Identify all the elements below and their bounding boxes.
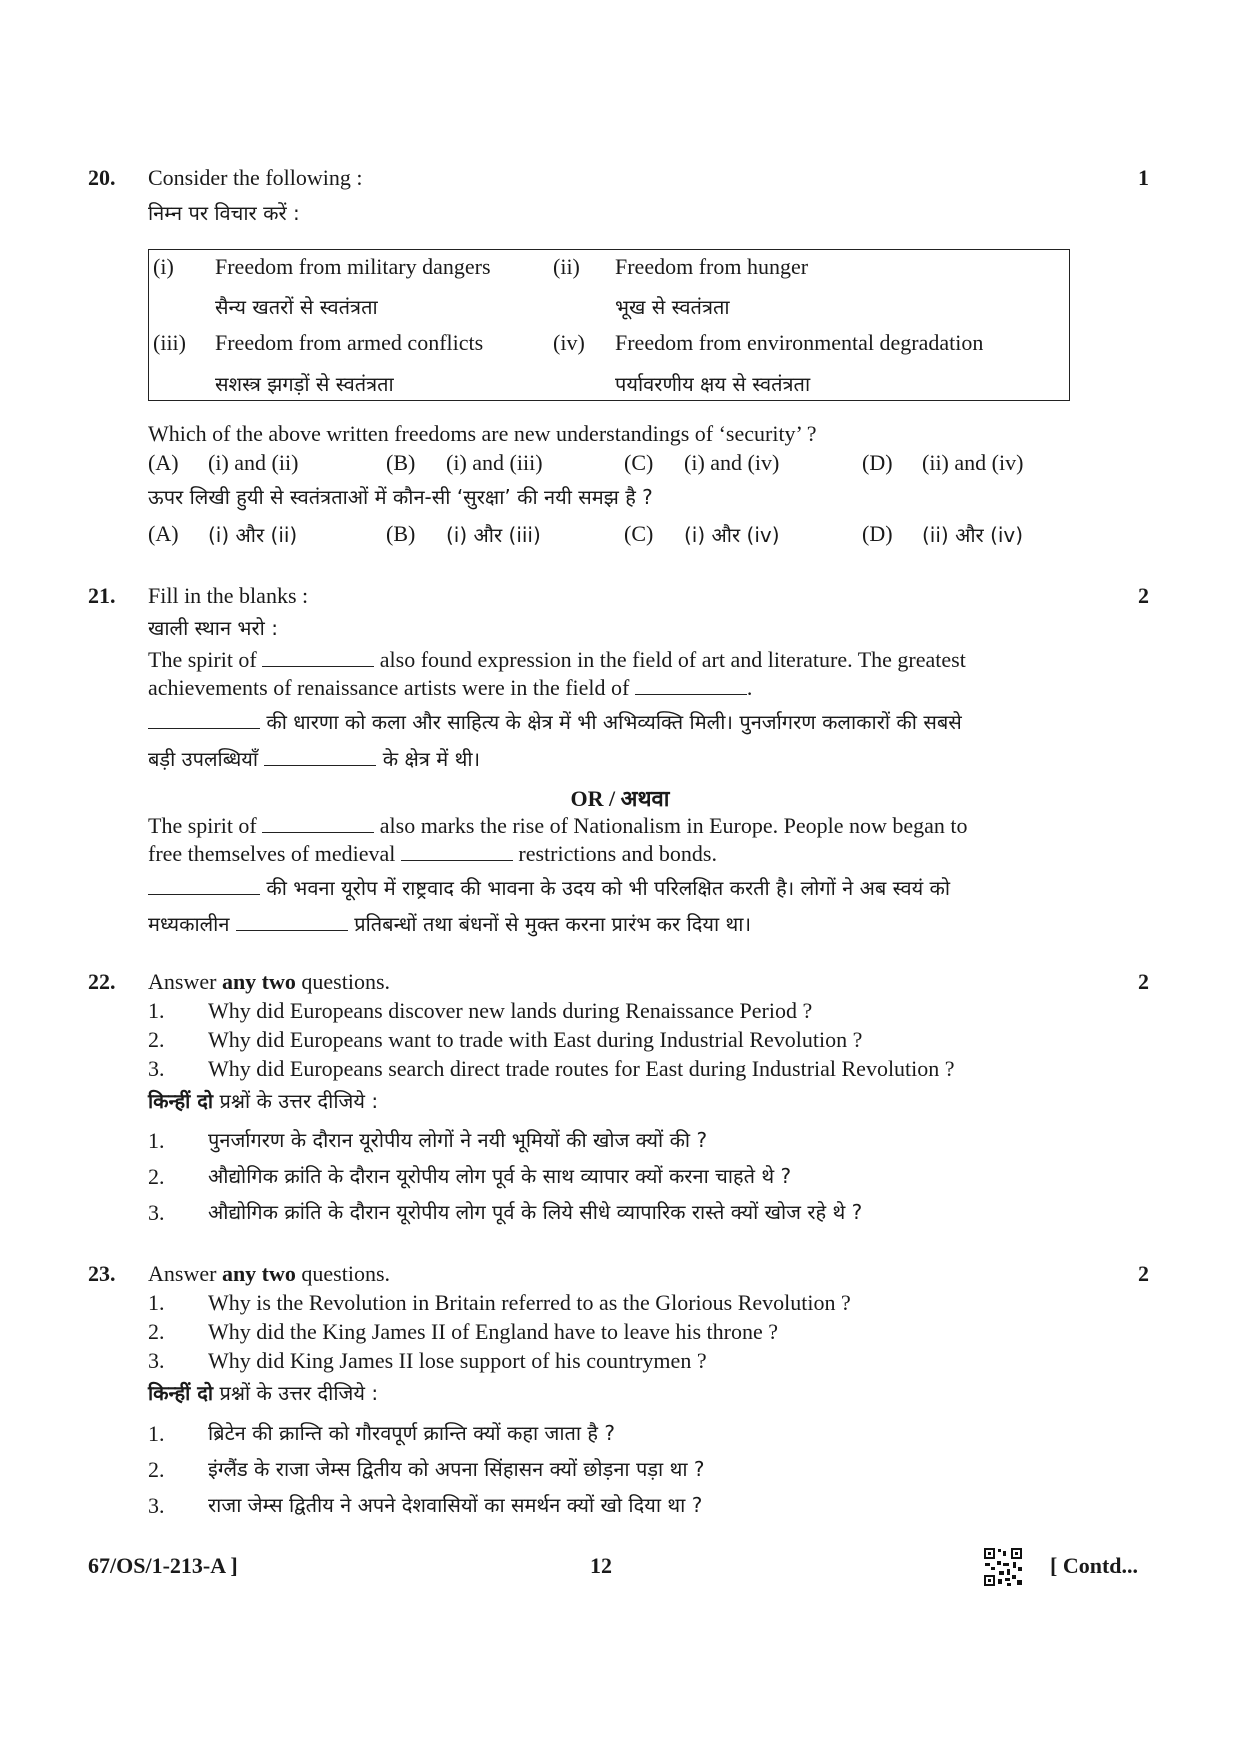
option-label: (D)	[862, 450, 893, 475]
table-item-en: Freedom from military dangers	[215, 254, 491, 279]
sub-question-number: 2.	[148, 1319, 165, 1344]
sub-question-en: Why did Europeans want to trade with East during Industrial Revolution ?	[208, 1027, 863, 1052]
answer-blank[interactable]	[264, 747, 376, 766]
sub-question-number: 1.	[148, 1290, 165, 1315]
table-item-hi: सैन्य खतरों से स्वतंत्रता	[215, 295, 378, 319]
table-item-hi: पर्यावरणीय क्षय से स्वतंत्रता	[615, 372, 811, 396]
or-separator: OR / अथवा	[570, 786, 670, 811]
question-intro-hi: खाली स्थान भरो :	[148, 616, 278, 640]
table-item-number: (iv)	[553, 330, 585, 355]
qr-code-icon	[983, 1547, 1023, 1587]
continued-label: [ Contd...	[1050, 1553, 1139, 1578]
question-intro-en: Answer any two questions.	[148, 1261, 391, 1286]
sub-question-number: 2.	[148, 1027, 165, 1052]
answer-blank[interactable]	[236, 912, 348, 931]
fill-blank-line: achievements of renaissance artists were in the field of .	[148, 675, 753, 700]
option-text: (ii) and (iv)	[922, 450, 1024, 475]
table-item-hi: सशस्त्र झगड़ों से स्वतंत्रता	[215, 372, 394, 396]
answer-blank[interactable]	[401, 842, 513, 861]
table-item-en: Freedom from hunger	[615, 254, 809, 279]
question-marks: 1	[1138, 165, 1149, 190]
table-item-hi: भूख से स्वतंत्रता	[615, 295, 730, 319]
question-text-hi: ऊपर लिखी हुयी से स्वतंत्रताओं में कौन-सी ‘सुरक्षा’ की नयी समझ है ?	[148, 485, 653, 509]
table-item-number: (i)	[153, 254, 174, 279]
table-item-number: (ii)	[553, 254, 580, 279]
sub-question-hi: ब्रिटेन की क्रान्ति को गौरवपूर्ण क्रान्ति क्यों कहा जाता है ?	[208, 1421, 616, 1445]
sub-question-en: Why did Europeans discover new lands during Renaissance Period ?	[208, 998, 813, 1023]
question-intro-hi: किन्हीं दो प्रश्नों के उत्तर दीजिये :	[148, 1089, 379, 1113]
option-text: (i) और (ii)	[208, 523, 298, 547]
fill-blank-line-hi: की धारणा को कला और साहित्य के क्षेत्र में भी अभिव्यक्ति मिली। पुनर्जागरण कलाकारों की सबसे	[148, 708, 962, 735]
fill-blank-line-hi: बड़ी उपलब्धियाँ के क्षेत्र में थी।	[148, 747, 481, 771]
question-text-en: Which of the above written freedoms are new understandings of ‘security’ ?	[148, 421, 817, 446]
option-text: (i) and (iv)	[684, 450, 780, 475]
question-number: 22.	[88, 969, 116, 994]
table-item-number: (iii)	[153, 330, 186, 355]
question-intro-en: Fill in the blanks :	[148, 583, 309, 608]
table-item-en: Freedom from environmental degradation	[615, 330, 984, 355]
option-label: (B)	[386, 521, 416, 546]
freedoms-table	[148, 249, 1070, 401]
sub-question-hi: औद्योगिक क्रांति के दौरान यूरोपीय लोग पूर्व के साथ व्यापार क्यों करना चाहते थे ?	[208, 1164, 792, 1188]
option-text: (i) and (ii)	[208, 450, 299, 475]
sub-question-number: 2.	[148, 1457, 165, 1482]
fill-blank-line: The spirit of also found expression in the field of art and literature. The greatest	[148, 647, 966, 672]
question-marks: 2	[1138, 969, 1149, 994]
option-label: (A)	[148, 450, 179, 475]
fill-blank-line-hi: की भवना यूरोप में राष्ट्रवाद की भावना के उदय को भी परिलक्षित करती है। लोगों ने अब स्वयं को	[148, 874, 950, 901]
table-item-en: Freedom from armed conflicts	[215, 330, 484, 355]
option-text: (ii) और (iv)	[922, 523, 1024, 547]
option-label: (A)	[148, 521, 179, 546]
sub-question-number: 3.	[148, 1348, 165, 1373]
sub-question-en: Why is the Revolution in Britain referred to as the Glorious Revolution ?	[208, 1290, 851, 1315]
question-marks: 2	[1138, 1261, 1149, 1286]
option-label: (C)	[624, 521, 654, 546]
sub-question-number: 2.	[148, 1164, 165, 1189]
answer-blank[interactable]	[148, 710, 260, 729]
question-marks: 2	[1138, 583, 1149, 608]
sub-question-number: 3.	[148, 1200, 165, 1225]
question-number: 23.	[88, 1261, 116, 1286]
answer-blank[interactable]	[635, 676, 747, 695]
question-number: 20.	[88, 165, 116, 190]
answer-blank[interactable]	[262, 648, 374, 667]
fill-blank-line: free themselves of medieval restrictions and bonds.	[148, 841, 717, 866]
question-intro-hi: निम्न पर विचार करें :	[148, 201, 300, 225]
question-intro-en: Answer any two questions.	[148, 969, 391, 994]
sub-question-number: 1.	[148, 1128, 165, 1153]
fill-blank-line: The spirit of also marks the rise of Nationalism in Europe. People now began to	[148, 813, 968, 838]
option-text: (i) और (iii)	[446, 523, 541, 547]
sub-question-number: 3.	[148, 1056, 165, 1081]
option-text: (i) और (iv)	[684, 523, 780, 547]
option-text: (i) and (iii)	[446, 450, 543, 475]
sub-question-number: 3.	[148, 1493, 165, 1518]
option-label: (C)	[624, 450, 654, 475]
paper-code: 67/OS/1-213-A ]	[88, 1553, 238, 1578]
sub-question-en: Why did King James II lose support of his countrymen ?	[208, 1348, 707, 1373]
question-number: 21.	[88, 583, 116, 608]
sub-question-number: 1.	[148, 998, 165, 1023]
sub-question-number: 1.	[148, 1421, 165, 1446]
sub-question-hi: औद्योगिक क्रांति के दौरान यूरोपीय लोग पूर्व के लिये सीधे व्यापारिक रास्ते क्यों खोज रहे थे ?	[208, 1200, 863, 1224]
option-label: (D)	[862, 521, 893, 546]
sub-question-hi: पुनर्जागरण के दौरान यूरोपीय लोगों ने नयी भूमियों की खोज क्यों की ?	[208, 1128, 708, 1152]
question-intro-hi: किन्हीं दो प्रश्नों के उत्तर दीजिये :	[148, 1381, 379, 1405]
answer-blank[interactable]	[148, 876, 260, 895]
sub-question-en: Why did the King James II of England have to leave his throne ?	[208, 1319, 779, 1344]
sub-question-hi: राजा जेम्स द्वितीय ने अपने देशवासियों का समर्थन क्यों खो दिया था ?	[208, 1493, 703, 1517]
sub-question-hi: इंग्लैंड के राजा जेम्स द्वितीय को अपना सिंहासन क्यों छोड़ना पड़ा था ?	[208, 1457, 705, 1481]
sub-question-en: Why did Europeans search direct trade routes for East during Industrial Revolution ?	[208, 1056, 955, 1081]
fill-blank-line-hi: मध्यकालीन प्रतिबन्धों तथा बंधनों से मुक्त करना प्रारंभ कर दिया था।	[148, 912, 752, 936]
answer-blank[interactable]	[262, 814, 374, 833]
option-label: (B)	[386, 450, 416, 475]
question-intro-en: Consider the following :	[148, 165, 363, 190]
page-number: 12	[590, 1553, 612, 1578]
